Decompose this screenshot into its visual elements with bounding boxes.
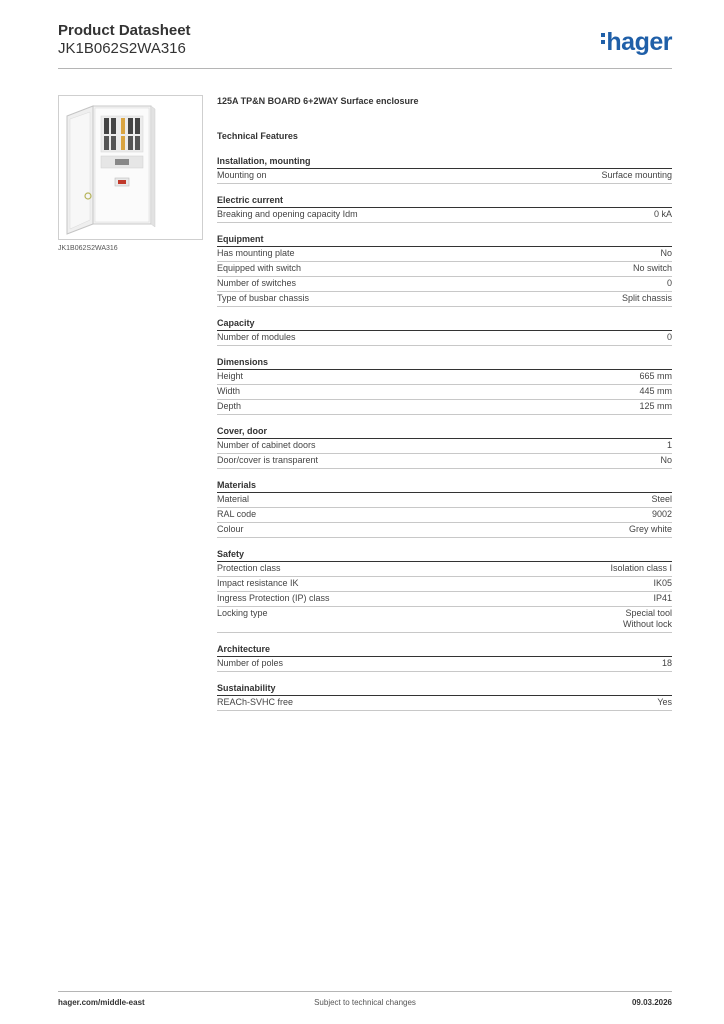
hager-logo	[601, 28, 672, 57]
section-title: Capacity	[217, 317, 672, 331]
feature-value-line: Grey white	[628, 524, 672, 534]
feature-row	[217, 523, 672, 538]
feature-label: RAL code	[217, 509, 257, 519]
section-title: Safety	[217, 548, 672, 562]
feature-value	[601, 170, 672, 181]
feature-value-line: 9002	[651, 509, 672, 519]
feature-row	[217, 657, 672, 672]
feature-row	[217, 696, 672, 711]
feature-value	[652, 509, 672, 520]
feature-section	[217, 548, 672, 633]
feature-row	[217, 493, 672, 508]
feature-value-line: 665 mm	[639, 371, 672, 381]
section-title: Dimensions	[217, 356, 672, 370]
feature-label: Number of poles	[217, 658, 284, 668]
feature-value	[629, 524, 672, 535]
feature-value-line: Without lock	[622, 619, 672, 629]
feature-row	[217, 262, 672, 277]
feature-value	[651, 494, 672, 505]
logo-colon-icon	[601, 33, 605, 47]
feature-row	[217, 400, 672, 415]
document-title: Product Datasheet	[58, 22, 191, 39]
feature-label: Width	[217, 386, 241, 396]
feature-label: Door/cover is transparent	[217, 455, 319, 465]
section-title: Cover, door	[217, 425, 672, 439]
feature-value-line: Isolation class I	[610, 563, 672, 573]
feature-value	[667, 440, 672, 451]
image-caption: JK1B062S2WA316	[58, 245, 118, 252]
header-divider	[58, 68, 672, 69]
logo-text: hager	[606, 28, 672, 56]
feature-value	[662, 658, 672, 669]
footer-website-link[interactable]: hager.com/middle-east	[58, 998, 145, 1007]
footer-notice: Subject to technical changes	[314, 998, 416, 1007]
feature-label: Mounting on	[217, 170, 267, 180]
feature-value-line: No	[660, 248, 672, 258]
feature-row	[217, 439, 672, 454]
feature-label: Locking type	[217, 608, 268, 618]
product-name: 125A TP&N BOARD 6+2WAY Surface enclosure	[217, 96, 419, 106]
feature-section	[217, 155, 672, 184]
feature-row	[217, 562, 672, 577]
feature-value	[622, 293, 672, 304]
feature-value	[633, 263, 672, 274]
feature-value	[653, 578, 672, 589]
feature-value	[657, 697, 672, 708]
feature-label: Protection class	[217, 563, 281, 573]
feature-section	[217, 356, 672, 415]
feature-row	[217, 169, 672, 184]
feature-value	[610, 563, 672, 574]
feature-value	[667, 278, 672, 289]
feature-row	[217, 292, 672, 307]
feature-value-line: 0	[666, 278, 672, 288]
feature-label: Material	[217, 494, 250, 504]
feature-value-line: Yes	[657, 697, 672, 707]
feature-value	[639, 371, 672, 382]
feature-value	[660, 455, 672, 466]
feature-row	[217, 247, 672, 262]
feature-value-line: Special tool	[625, 608, 672, 618]
feature-row	[217, 454, 672, 469]
feature-value-line: 1	[666, 440, 672, 450]
feature-value	[639, 386, 672, 397]
feature-label: REACh-SVHC free	[217, 697, 294, 707]
feature-value-line: No	[660, 455, 672, 465]
feature-row	[217, 208, 672, 223]
footer-date: 09.03.2026	[631, 998, 672, 1007]
feature-value	[653, 593, 672, 604]
feature-label: Number of switches	[217, 278, 297, 288]
feature-value-line: Split chassis	[621, 293, 672, 303]
feature-label: Ingress Protection (IP) class	[217, 593, 330, 603]
section-title: Equipment	[217, 233, 672, 247]
feature-section	[217, 194, 672, 223]
feature-section	[217, 479, 672, 538]
product-code: JK1B062S2WA316	[58, 40, 186, 57]
feature-label: Breaking and opening capacity Idm	[217, 209, 358, 219]
technical-features-title: Technical Features	[217, 131, 298, 141]
feature-label: Type of busbar chassis	[217, 293, 310, 303]
section-title: Materials	[217, 479, 672, 493]
feature-value-line: No switch	[632, 263, 672, 273]
feature-label: Number of cabinet doors	[217, 440, 316, 450]
feature-value-line: 0 kA	[653, 209, 672, 219]
feature-value-line: 18	[661, 658, 672, 668]
feature-section	[217, 643, 672, 672]
feature-value-line: IK05	[653, 578, 672, 588]
feature-label: Height	[217, 371, 244, 381]
feature-value	[667, 332, 672, 343]
section-title: Architecture	[217, 643, 672, 657]
feature-label: Has mounting plate	[217, 248, 295, 258]
feature-label: Colour	[217, 524, 244, 534]
feature-value	[639, 401, 672, 412]
feature-row	[217, 277, 672, 292]
feature-row	[217, 370, 672, 385]
feature-section	[217, 233, 672, 307]
product-image	[58, 95, 203, 240]
feature-value	[623, 608, 672, 630]
feature-value-line: 445 mm	[639, 386, 672, 396]
feature-row	[217, 331, 672, 346]
feature-section	[217, 317, 672, 346]
footer-divider	[58, 991, 672, 992]
feature-value-line: Steel	[651, 494, 672, 504]
page-header	[58, 22, 672, 70]
feature-label: Number of modules	[217, 332, 296, 342]
feature-row	[217, 508, 672, 523]
feature-value-line: Surface mounting	[601, 170, 672, 180]
enclosure-illustration-icon	[59, 96, 202, 239]
feature-row	[217, 385, 672, 400]
feature-label: Depth	[217, 401, 242, 411]
feature-value	[660, 248, 672, 259]
feature-row	[217, 592, 672, 607]
feature-value-line: 125 mm	[639, 401, 672, 411]
feature-sections	[217, 155, 672, 711]
feature-value-line: 0	[666, 332, 672, 342]
feature-section	[217, 425, 672, 469]
datasheet-content	[217, 96, 672, 711]
feature-label: Equipped with switch	[217, 263, 302, 273]
feature-value-line: IP41	[653, 593, 672, 603]
feature-row	[217, 577, 672, 592]
section-title: Electric current	[217, 194, 672, 208]
section-title: Sustainability	[217, 682, 672, 696]
feature-value	[654, 209, 672, 220]
feature-label: Impact resistance IK	[217, 578, 299, 588]
feature-section	[217, 682, 672, 711]
feature-row	[217, 607, 672, 633]
section-title: Installation, mounting	[217, 155, 672, 169]
